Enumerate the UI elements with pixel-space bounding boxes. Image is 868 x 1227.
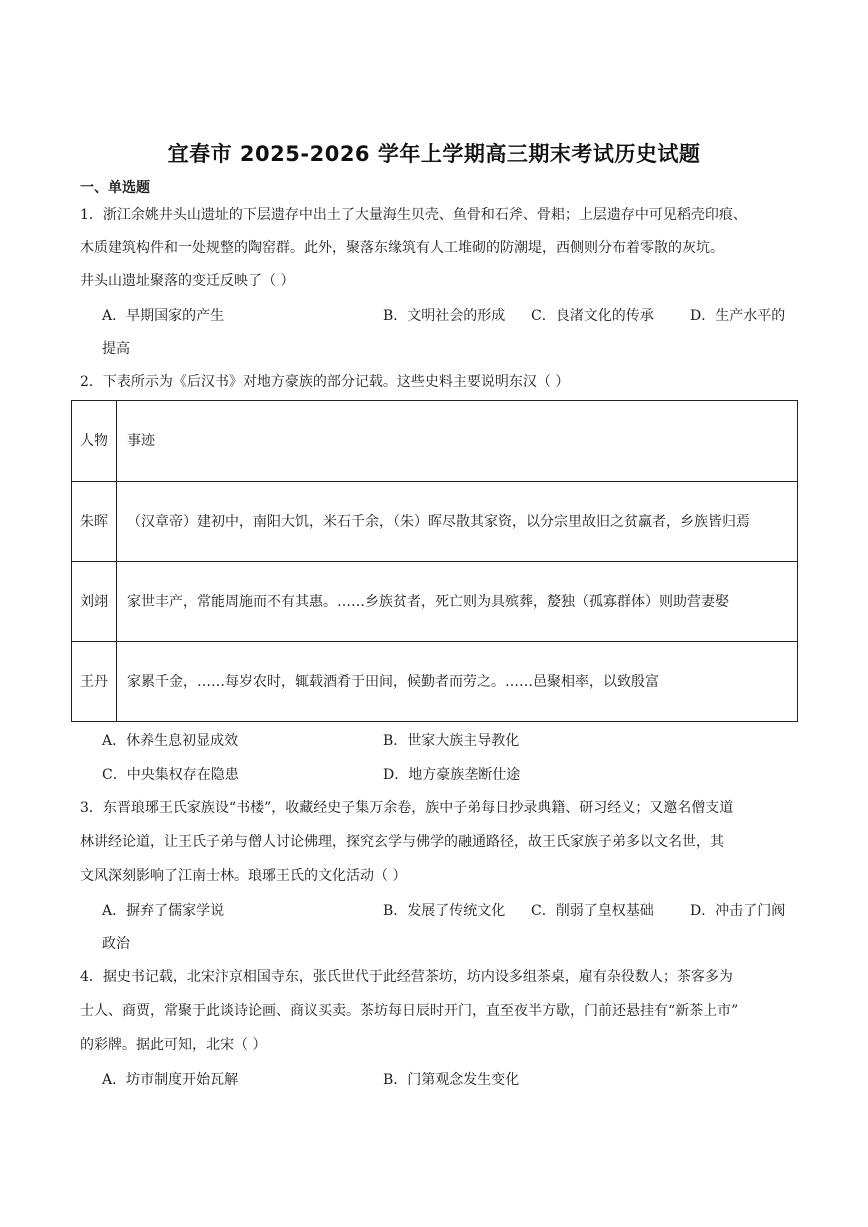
q4-option-b: B．门第观念发生变化 [383,1072,520,1088]
row-deeds: （汉章帝）建初中，南阳大饥，米石千余，（朱）晖尽散其家资，以分宗里故旧之贫羸者，乡族皆归焉 [117,482,798,562]
section-heading: 一、单选题 [80,180,150,196]
q3-stem-line: 林讲经论道，让王氏子弟与僧人讨论佛理，探究玄学与佛学的融通路径，故王氏家族子弟多以文名世，其 [80,834,724,850]
table-row [72,562,798,642]
q3-option-d-wrap: 政治 [102,936,130,952]
table-row [72,482,798,562]
header-person: 人物 [72,401,117,482]
row-person: 朱晖 [72,482,117,562]
q3-stem-line: 文风深刻影响了江南士林。琅琊王氏的文化活动（ ） [80,868,407,884]
table-row [72,642,798,722]
q1-stem-line: 1．浙江余姚井头山遗址的下层遗存中出土了大量海生贝壳、鱼骨和石斧、骨耜；上层遗存中可见稻壳印痕、 [80,207,747,223]
q3-stem-line: 3．东晋琅琊王氏家族设“书楼”，收藏经史子集万余卷，族中子弟每日抄录典籍、研习经义；又邀名僧支道 [80,800,734,816]
row-deeds: 家累千金，……每岁农时，辄载酒肴于田间，候勤者而劳之。……邑聚相率，以致殷富 [117,642,798,722]
q1-option-d-wrap: 提高 [102,341,130,357]
q2-option-a: A．休养生息初显成效 [102,733,239,749]
q4-stem-line: 4．据史书记载，北宋汴京相国寺东，张氏世代于此经营茶坊，坊内设多组茶桌，雇有杂役数人；茶客多为 [80,969,733,985]
q2-option-c: C．中央集权存在隐患 [102,767,239,783]
q1-option-c: C．良渚文化的传承 [531,308,654,324]
table-header-row [72,401,798,482]
page-title: 宜春市 2025-2026 学年上学期高三期末考试历史试题 [167,142,701,166]
q3-option-d: D．冲击了门阀 [690,903,786,919]
history-table [71,400,798,722]
q3-option-c: C．削弱了皇权基础 [531,903,654,919]
row-deeds: 家世丰产，常能周施而不有其惠。……乡族贫者，死亡则为具殡葬，嫠独（孤寡群体）则助营妻娶 [117,562,798,642]
q1-option-d: D．生产水平的 [690,308,786,324]
q1-stem-line: 井头山遗址聚落的变迁反映了（ ） [80,273,295,289]
q1-option-a: A．早期国家的产生 [102,308,225,324]
q3-option-a: A．摒弃了儒家学说 [102,903,225,919]
header-deeds: 事迹 [117,401,798,482]
q2-option-d: D．地方豪族垄断仕途 [383,767,521,783]
row-person: 刘翊 [72,562,117,642]
q4-stem-line: 的彩牌。据此可知，北宋（ ） [80,1037,267,1053]
q4-option-a: A．坊市制度开始瓦解 [102,1072,239,1088]
q2-option-b: B．世家大族主导教化 [383,733,520,749]
q1-stem-line: 木质建筑构件和一处规整的陶窑群。此外，聚落东缘筑有人工堆砌的防潮堤，西侧则分布着零散的灰坑。 [80,240,724,256]
q4-stem-line: 士人、商贾，常聚于此谈诗论画、商议买卖。茶坊每日辰时开门，直至夜半方歇，门前还悬挂有“新茶上市” [80,1003,739,1019]
row-person: 王丹 [72,642,117,722]
q3-option-b: B．发展了传统文化 [383,903,506,919]
q2-stem: 2．下表所示为《后汉书》对地方豪族的部分记载。这些史料主要说明东汉（ ） [80,374,570,390]
q1-option-b: B．文明社会的形成 [383,308,506,324]
